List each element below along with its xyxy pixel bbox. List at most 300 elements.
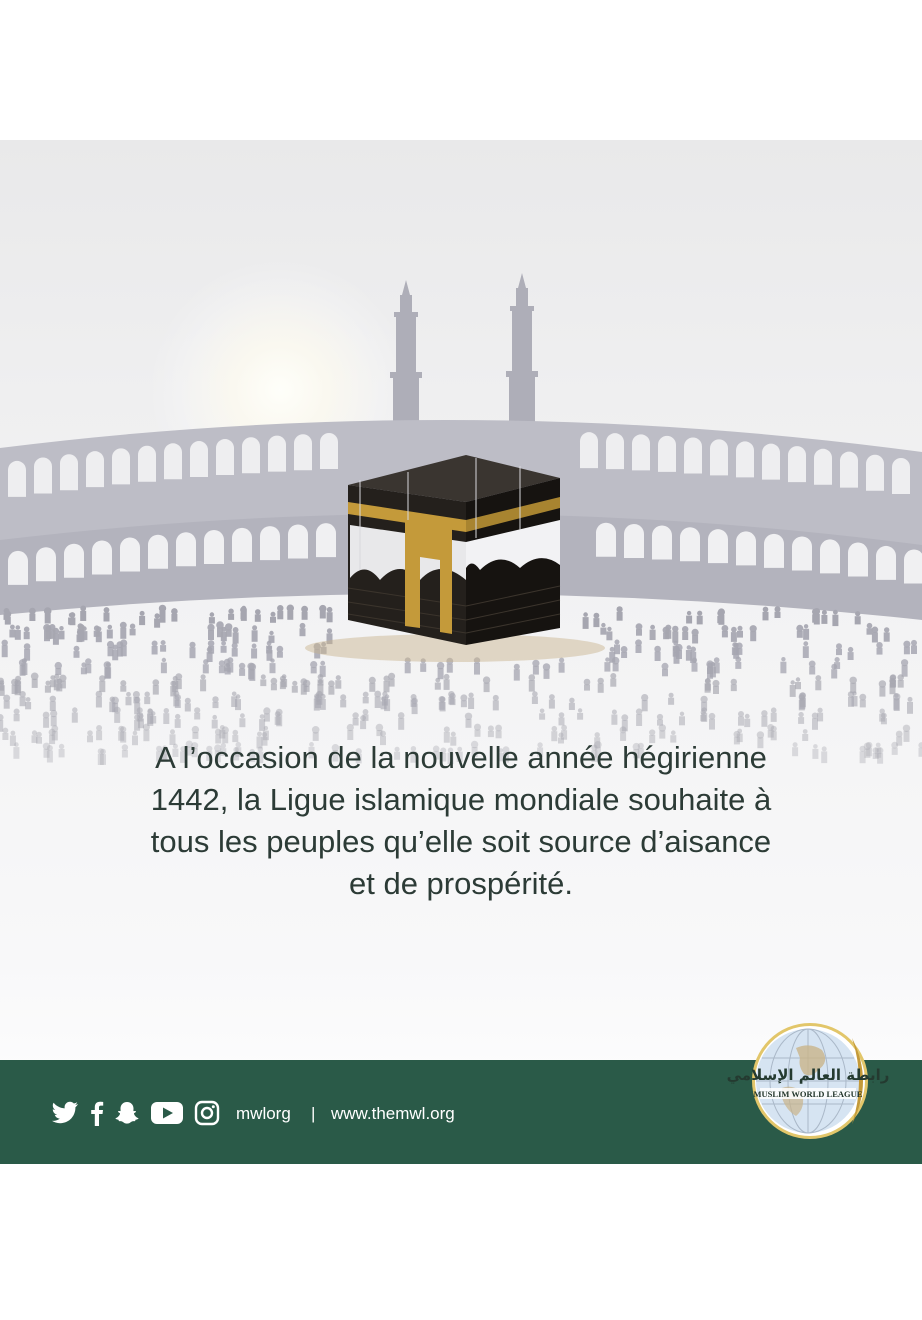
crowd-body [439, 702, 445, 710]
crowd-head [74, 646, 80, 652]
crowd-body [831, 669, 837, 678]
arch [788, 446, 806, 482]
crowd-body [276, 715, 282, 727]
crowd-body [692, 663, 698, 672]
crowd-head [722, 625, 729, 632]
crowd-body [809, 666, 815, 674]
logo-arabic-text: رابطة العالم الإسلامي [726, 1066, 890, 1084]
crowd-head [271, 678, 278, 685]
crowd-body [287, 611, 293, 620]
crowd-head [855, 611, 860, 616]
crowd-body [212, 720, 218, 729]
crowd-body [32, 679, 38, 688]
crowd-head [815, 675, 821, 681]
crowd-body [353, 718, 359, 726]
crowd-body [219, 666, 225, 673]
crowd-body [213, 702, 219, 708]
crowd-head [444, 726, 450, 732]
crowd-body [919, 748, 922, 757]
crowd-head [11, 731, 16, 736]
crowd-head [270, 658, 274, 662]
crowd-head [615, 640, 620, 645]
crowd-head [171, 608, 178, 615]
crowd-head [210, 612, 215, 617]
crowd-body [14, 714, 20, 721]
crowd-head [635, 639, 642, 646]
crowd-body [438, 668, 444, 679]
crowd-body [544, 669, 550, 679]
crowd-head [120, 622, 127, 629]
arch [736, 441, 754, 477]
arch [606, 433, 624, 469]
crowd-head [488, 725, 494, 731]
crowd-body [613, 663, 619, 671]
crowd-head [363, 709, 369, 715]
crowd-head [162, 658, 166, 662]
crowd-head [292, 681, 297, 686]
crowd-head [201, 674, 206, 679]
crowd-head [114, 707, 121, 714]
arch [762, 444, 780, 480]
crowd-body [642, 700, 648, 711]
crowd-body [51, 716, 57, 726]
crowd-body [292, 686, 298, 693]
crowd-head [277, 646, 284, 653]
crowd-head [903, 641, 910, 648]
crowd-body [108, 647, 114, 656]
crowd-head [799, 693, 806, 700]
crowd-head [336, 675, 341, 680]
arch [764, 534, 784, 568]
arch [148, 535, 168, 569]
crowd-head [398, 712, 405, 719]
crowd-body [617, 612, 623, 621]
crowd-head [594, 613, 600, 619]
crowd-body [655, 652, 661, 662]
crowd-body [610, 679, 616, 687]
crowd-body [133, 697, 139, 703]
crowd-head [714, 657, 720, 663]
crowd-body [5, 617, 11, 625]
crowd-head [49, 729, 56, 736]
crowd-head [771, 726, 777, 732]
crowd-body [225, 668, 231, 675]
crowd-body [171, 614, 177, 622]
crowd-body [320, 611, 326, 618]
crowd-body [160, 611, 166, 623]
crowd-body [302, 612, 308, 620]
crowd-body [160, 645, 166, 652]
crowd-body [80, 611, 86, 621]
crowd-head [612, 710, 617, 715]
crowd-head [803, 641, 808, 646]
crowd-head [374, 691, 381, 698]
crowd-head [152, 641, 158, 647]
crowd-body [13, 747, 19, 759]
crowd-body [411, 700, 417, 707]
crowd-body [737, 631, 743, 638]
crowd-head [601, 623, 605, 627]
crowd-body [20, 697, 26, 707]
crowd-head [833, 610, 838, 615]
crowd-body [514, 669, 520, 680]
crowd-head [822, 610, 827, 615]
crowd-head [662, 663, 669, 670]
crowd-head [194, 707, 200, 713]
crowd-body [797, 631, 803, 638]
crowd-head [269, 631, 273, 635]
crowd-head [14, 680, 20, 686]
crowd-head [69, 613, 74, 618]
crowd-body [398, 718, 404, 730]
crowd-body [584, 685, 590, 691]
facebook-icon[interactable] [90, 1100, 104, 1126]
crowd-head [532, 691, 538, 697]
crowd-head [796, 625, 803, 632]
crowd-body [621, 652, 627, 658]
crowd-head [836, 643, 842, 649]
crowd-body [104, 613, 110, 622]
crowd-body [375, 697, 381, 709]
crowd-head [796, 677, 800, 681]
crowd-head [161, 640, 166, 645]
crowd-body [340, 700, 346, 708]
crowd-body [709, 719, 715, 730]
crowd-head [208, 640, 215, 647]
website-link[interactable]: www.themwl.org [331, 1104, 455, 1123]
crowd-body [226, 629, 232, 636]
crowd-body [235, 699, 241, 710]
arch [652, 525, 672, 559]
twitter-icon[interactable] [50, 1100, 80, 1126]
message-line-2: 1442, la Ligue islamique mondiale souhaite à [150, 782, 772, 817]
crowd-body [209, 617, 215, 624]
crowd-head [569, 698, 574, 703]
crowd-body [775, 612, 781, 618]
crowd-head [271, 612, 276, 617]
crowd-head [610, 647, 615, 652]
crowd-body [701, 713, 707, 722]
crowd-body [255, 614, 261, 621]
crowd-body [636, 629, 642, 636]
crowd-head [80, 606, 86, 612]
crowd-head [444, 674, 450, 680]
crowd-head [561, 725, 567, 731]
crowd-body [606, 631, 612, 640]
crowd-head [439, 696, 445, 702]
crowd-head [621, 714, 628, 721]
arch [632, 434, 650, 470]
crowd-body [447, 664, 453, 673]
crowd-head [56, 678, 62, 684]
crowd-head [252, 644, 257, 649]
crowd-head [212, 696, 218, 702]
crowd-head [352, 712, 358, 718]
crowd-body [104, 667, 110, 678]
snapchat-icon[interactable] [114, 1100, 140, 1126]
crowd-body [674, 652, 680, 664]
crowd-body [335, 680, 341, 689]
crowd-head [175, 694, 181, 700]
crowd-body [327, 612, 333, 622]
crowd-head [908, 697, 913, 702]
arch [684, 437, 702, 473]
crowd-head [731, 679, 737, 685]
crowd-head [852, 691, 856, 695]
crowd-body [175, 700, 181, 708]
arch [86, 451, 104, 487]
crowd-head [781, 657, 785, 661]
crowd-body [217, 628, 223, 638]
crowd-head [775, 606, 781, 612]
crowd-body [484, 683, 490, 693]
crowd-head [328, 680, 335, 687]
crowd-head [228, 609, 233, 614]
crowd-head [673, 646, 680, 653]
crowd-head [50, 696, 56, 702]
crowd-head [1, 640, 7, 646]
crowd-head [385, 694, 389, 698]
crowd-body [363, 714, 369, 721]
crowd-head [848, 647, 853, 652]
crowd-body [577, 713, 583, 720]
crowd-head [277, 605, 283, 611]
crowd-head [14, 742, 19, 747]
crowd-body [836, 649, 842, 655]
crowd-head [682, 626, 688, 632]
crowd-head [578, 708, 582, 712]
crowd-head [761, 710, 767, 716]
arch [876, 546, 896, 580]
crowd-body [203, 664, 209, 673]
crowd-head [240, 713, 245, 718]
crowd-body [834, 662, 840, 669]
arch [320, 433, 338, 469]
crowd-head [672, 626, 678, 632]
crowd-body [270, 617, 276, 623]
youtube-icon[interactable] [150, 1100, 184, 1126]
arch [242, 437, 260, 473]
crowd-head [276, 709, 283, 716]
crowd-head [110, 697, 115, 702]
crowd-head [140, 611, 145, 616]
crowd-head [189, 642, 195, 648]
crowd-body [233, 632, 239, 643]
crowd-head [583, 612, 588, 617]
crowd-head [239, 663, 245, 669]
crowd-body [405, 663, 411, 673]
crowd-body [907, 702, 913, 714]
crowd-body [239, 718, 245, 727]
crowd-head [340, 694, 346, 700]
crowd-body [682, 632, 688, 640]
crowd-body [304, 686, 310, 692]
crowd-head [803, 729, 808, 734]
arch [658, 436, 676, 472]
crowd-body [475, 730, 481, 737]
crowd-head [598, 678, 604, 684]
muslim-world-league-logo [726, 1018, 890, 1144]
crowd-head [260, 714, 265, 719]
arch [176, 532, 196, 566]
crowd-head [327, 607, 333, 613]
crowd-body [126, 697, 132, 706]
crowd-head [236, 694, 241, 699]
crowd-head [798, 712, 803, 717]
crowd-head [552, 726, 558, 732]
crowd-body [420, 663, 426, 672]
crowd-body [593, 618, 599, 627]
arch [710, 439, 728, 475]
crowd-head [884, 627, 889, 632]
crowd-body [21, 663, 27, 675]
arch [736, 531, 756, 565]
crowd-body [892, 748, 898, 755]
arch [216, 439, 234, 475]
crowd-body [120, 686, 126, 692]
crowd-head [649, 729, 655, 735]
crowd-body [803, 646, 809, 658]
crowd-head [738, 626, 743, 631]
crowd-body [144, 697, 150, 704]
crowd-body [668, 698, 674, 705]
crowd-head [170, 681, 176, 687]
arch [64, 544, 84, 578]
crowd-head [876, 642, 882, 648]
crowd-head [607, 627, 611, 631]
crowd-head [918, 742, 922, 748]
crowd-body [848, 652, 854, 660]
crowd-head [617, 606, 623, 612]
crowd-head [22, 658, 27, 663]
greeting-card [0, 140, 922, 1164]
crowd-head [697, 611, 702, 616]
crowd-head [636, 708, 642, 714]
crowd-head [267, 645, 272, 650]
crowd-head [872, 627, 879, 634]
crowd-body [877, 648, 883, 655]
crowd-body [718, 615, 724, 625]
crowd-head [261, 674, 266, 679]
crowd-head [671, 730, 676, 735]
crowd-body [0, 683, 4, 691]
crowd-body [821, 615, 827, 624]
crowd-body [692, 635, 698, 644]
crowd-head [735, 657, 741, 663]
crowd-head [120, 726, 126, 732]
crowd-head [474, 724, 481, 731]
crowd-body [904, 731, 910, 742]
crowd-body [461, 700, 467, 707]
crowd-head [4, 611, 11, 618]
crowd-head [804, 624, 808, 628]
crowd-body [318, 679, 324, 685]
crowd-body [277, 652, 283, 658]
crowd-head [232, 692, 237, 697]
crowd-head [809, 661, 816, 668]
footer-divider: | [311, 1104, 316, 1123]
arch [892, 458, 910, 494]
crowd-body [533, 666, 539, 675]
crowd-head [363, 692, 369, 698]
crowd-head [559, 712, 565, 718]
crowd-body [697, 616, 703, 625]
crowd-body [750, 631, 756, 641]
crowd-head [867, 623, 873, 629]
crowd-body [650, 630, 656, 640]
crowd-head [54, 674, 59, 679]
crowd-head [252, 625, 257, 630]
crowd-body [107, 630, 113, 639]
crowd-body [175, 719, 181, 728]
crowd-body [56, 684, 62, 692]
crowd-body [4, 701, 10, 709]
crowd-body [679, 716, 685, 725]
crowd-head [734, 643, 739, 648]
crowd-head [701, 707, 707, 713]
crowd-head [469, 693, 474, 698]
crowd-body [99, 681, 105, 692]
arch [840, 452, 858, 488]
crowd-body [153, 685, 159, 695]
crowd-body [190, 647, 196, 658]
crowd-body [15, 630, 21, 640]
crowd-body [232, 648, 238, 657]
crowd-body [898, 680, 904, 688]
crowd-head [203, 659, 208, 664]
crowd-head [690, 647, 696, 653]
crowd-body [493, 700, 499, 710]
crowd-head [3, 695, 10, 702]
crowd-body [860, 700, 866, 708]
crowd-body [867, 628, 873, 635]
crowd-body [549, 700, 555, 709]
crowd-body [208, 630, 214, 640]
crowd-head [43, 712, 50, 719]
crowd-body [59, 631, 65, 640]
crowd-body [25, 702, 31, 709]
crowd-body [50, 701, 56, 711]
crowd-body [879, 714, 885, 722]
crowd-head [137, 707, 143, 713]
crowd-head [301, 606, 308, 613]
crowd-head [680, 712, 684, 716]
arch [596, 523, 616, 557]
crowd-head [120, 680, 126, 686]
crowd-body [763, 612, 769, 621]
social-handle[interactable]: mwlorg [236, 1104, 291, 1123]
crowd-body [360, 721, 366, 730]
crowd-body [611, 715, 617, 725]
crowd-head [380, 731, 386, 737]
crowd-body [200, 679, 206, 691]
crowd-head [164, 708, 169, 713]
instagram-icon[interactable] [194, 1100, 220, 1126]
crowd-body [270, 663, 276, 673]
crowd-body [735, 662, 741, 669]
crowd-body [185, 703, 191, 711]
crowd-body [311, 667, 317, 673]
crowd-body [559, 718, 565, 726]
crowd-head [0, 714, 4, 721]
crowd-head [835, 657, 840, 662]
crowd-head [529, 674, 536, 681]
crowd-body [872, 632, 878, 642]
arch [120, 538, 140, 572]
crowd-body [799, 699, 805, 710]
arch [316, 523, 336, 557]
arch [190, 441, 208, 477]
